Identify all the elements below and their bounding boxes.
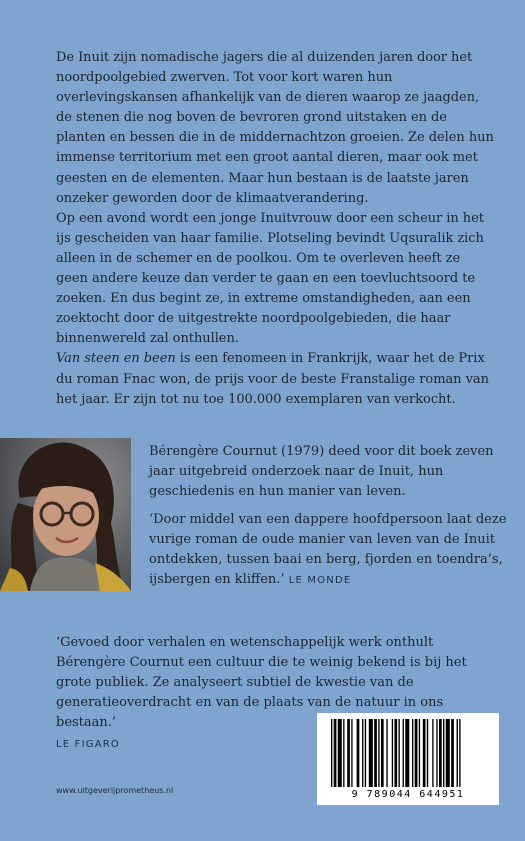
barcode-bar bbox=[432, 719, 433, 787]
barcode-bar bbox=[357, 719, 360, 787]
isbn-digits: 9 789044 644951 bbox=[351, 789, 465, 800]
isbn-barcode bbox=[317, 713, 499, 805]
barcode-bar bbox=[392, 719, 393, 787]
barcode-bar bbox=[427, 719, 428, 787]
blurb-paragraph-3-text: is een fenomeen in Frankrijk, waar het de Prix du roman Fnac won, de prijs voor de beste Franstalige roman van het jaar. Er zijn tot nu toe 100.000 exemplaren van verkocht. bbox=[56, 351, 489, 407]
barcode-bar bbox=[365, 719, 366, 787]
author-bio: Bérengère Cournut (1979) deed voor dit boek zeven jaar uitgebreid onderzoek naar de Inuit, hun geschiedenis en hun manier van leven. bbox=[149, 444, 494, 500]
barcode-bar bbox=[451, 719, 454, 787]
blurb-paragraph-3 bbox=[56, 349, 496, 409]
barcode-bar bbox=[412, 719, 413, 787]
barcode-bar bbox=[343, 719, 344, 787]
blurb bbox=[56, 48, 496, 410]
barcode-bar bbox=[423, 719, 426, 787]
barcode-bar bbox=[403, 719, 404, 787]
quote-text: ‘Door middel van een dappere hoofdpersoon laat deze vurige roman de oude manier van leven van de Inuit ontdekken, tussen baai en berg, fjorden en toendra’s, ijsbergen en kliffen.’ bbox=[149, 512, 507, 588]
quote-le-monde bbox=[149, 510, 509, 591]
blurb-paragraph-2: Op een avond wordt een jonge Inuitvrouw door een scheur in het ijs gescheiden van haar familie. Plotseling bevindt Uqsuralik zich alleen in de schemer en de poolkou. Om te overleven heeft ze geen andere keuze dan verder te gaan en een toevluchtsoord te zoeken. En dus begint ze, in extreme omstandigheden, aan een zoektocht door de uitgestrekte noordpoolgebieden, die haar binnenwereld zal onthullen. bbox=[56, 210, 484, 347]
barcode-bar bbox=[331, 719, 332, 787]
barcode-bar bbox=[439, 719, 442, 787]
barcode-bar bbox=[374, 719, 377, 787]
barcode-bar bbox=[457, 719, 458, 787]
barcode-bar bbox=[399, 719, 400, 787]
author-photo bbox=[0, 438, 131, 591]
barcode-bar bbox=[351, 719, 352, 787]
barcode-bar bbox=[459, 719, 460, 787]
barcode-bar bbox=[338, 719, 342, 787]
barcode-bar bbox=[419, 719, 420, 787]
barcode-bar bbox=[362, 719, 363, 787]
barcode-bar bbox=[369, 719, 373, 787]
blurb-paragraph-1: De Inuit zijn nomadische jagers die al duizenden jaren door het noordpoolgebied zwerven. Tot voor kort waren hun overlevingskansen afhankelijk van de dieren waarop ze jaagden, de stenen die nog boven de bevroren grond uitstaken en de planten en bessen die in de middernachtzon groeien. Ze delen hun immense territorium met een groot aantal dieren, maar ook met geesten en de elementen. Maar hun bestaan is de laatste jaren onzeker geworden door de klimaatverandering. bbox=[56, 50, 494, 206]
barcode-bar bbox=[378, 719, 379, 787]
barcode-bar bbox=[394, 719, 397, 787]
barcode-bar bbox=[436, 719, 437, 787]
quote-source: LE MONDE bbox=[288, 575, 352, 587]
barcode-bar bbox=[446, 719, 450, 787]
barcode-bar bbox=[334, 719, 337, 787]
quote-text: ‘Gevoed door verhalen en wetenschappelijk werk onthult Bérengère Cournut een cultuur die te weinig bekend is bij het grote publiek. Ze analyseert subtiel de kwestie van de generatieoverdracht en van de plaats van de natuur in ons bestaan.’ bbox=[56, 635, 467, 731]
barcode-bar bbox=[347, 719, 350, 787]
barcode-bar bbox=[443, 719, 444, 787]
barcode-bar bbox=[415, 719, 418, 787]
quote-source: LE FIGARO bbox=[56, 739, 120, 751]
barcode-bar bbox=[386, 719, 387, 787]
book-title: Van steen en been bbox=[56, 351, 176, 367]
author-portrait bbox=[0, 438, 131, 591]
barcode-bar bbox=[405, 719, 409, 787]
publisher-url[interactable]: www.uitgeverijprometheus.nl bbox=[56, 786, 174, 795]
barcode-bar bbox=[381, 719, 384, 787]
